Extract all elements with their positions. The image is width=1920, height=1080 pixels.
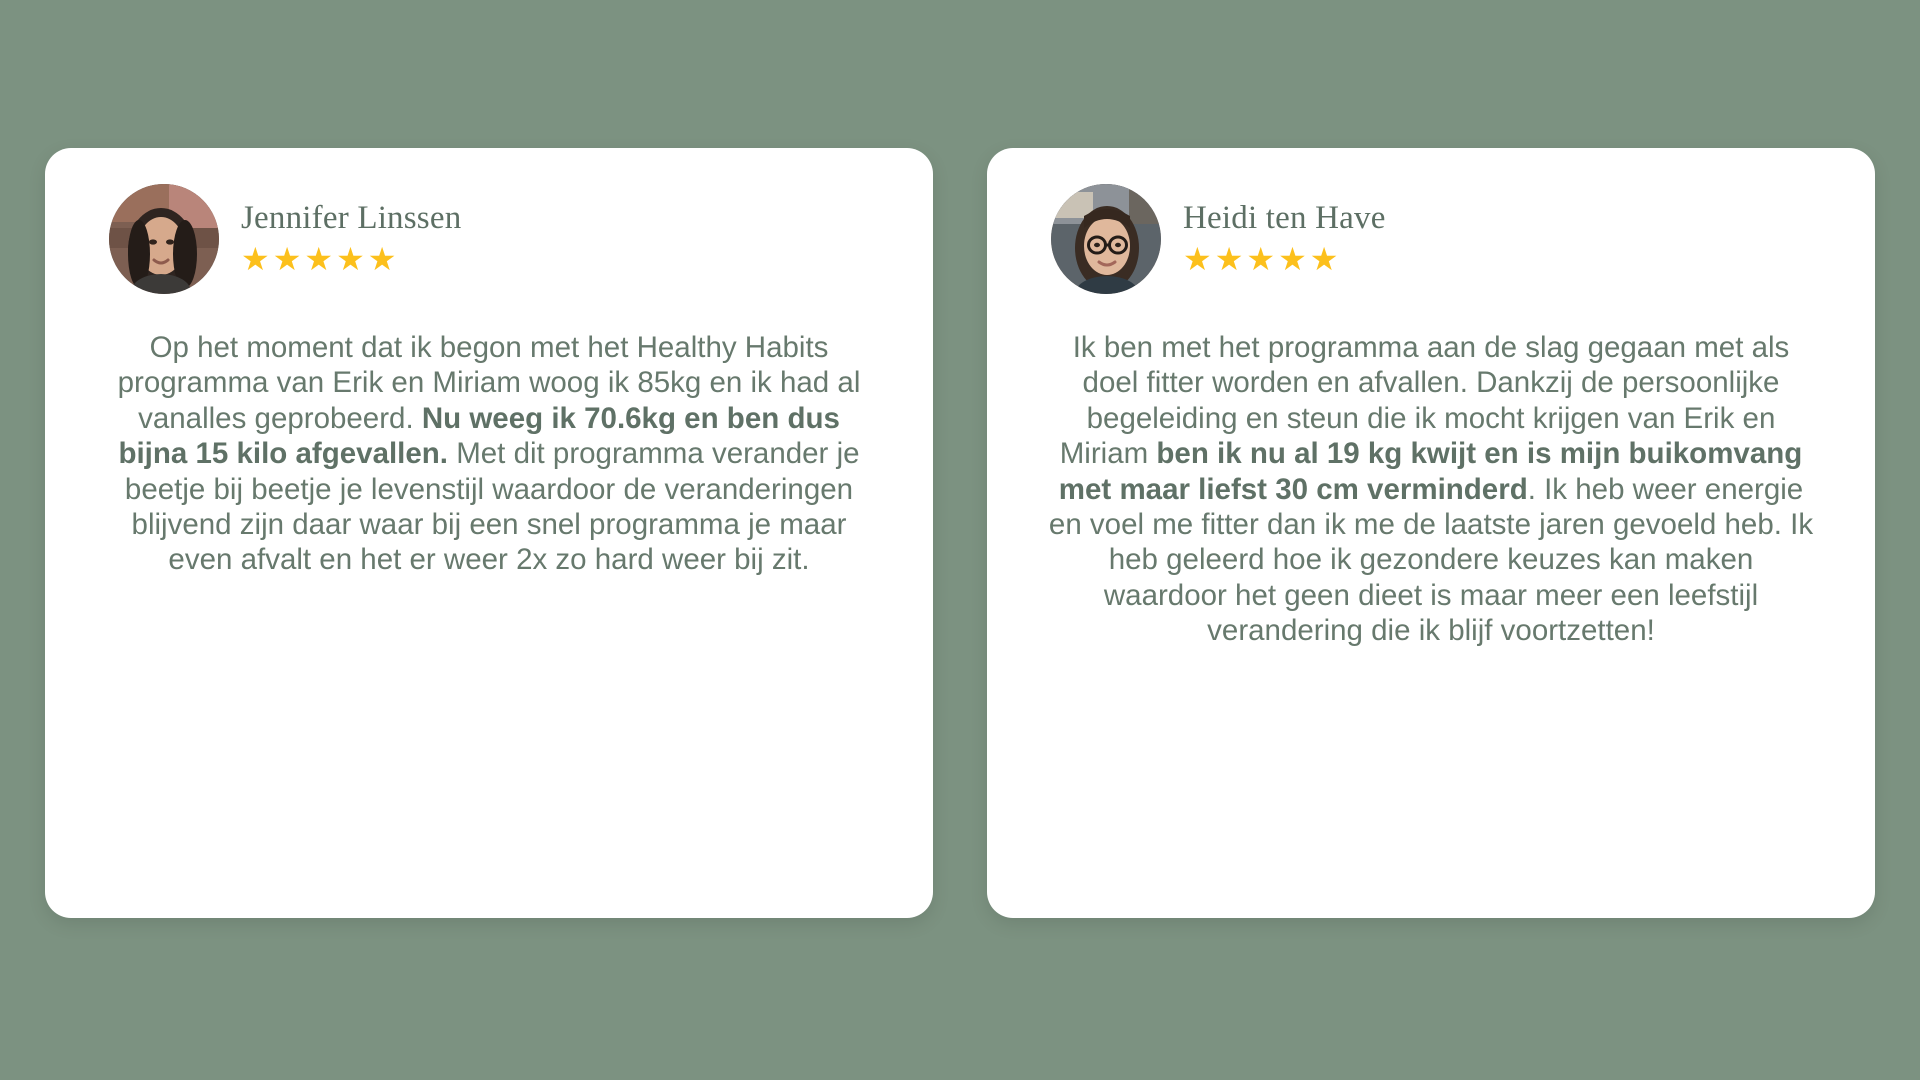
avatar — [109, 184, 219, 294]
review-card — [987, 148, 1875, 918]
review-header — [85, 184, 893, 294]
rating-stars: ★★★★★ — [241, 241, 400, 278]
avatar — [1051, 184, 1161, 294]
review-text: Ik ben met het programma aan de slag gegaan met als doel fitter worden en afvallen. Dankzij de persoonlijke begeleiding en steun die ik mocht krijgen van Erik en Miriam ben ik nu al 19 kg kwijt en is mijn buikomvang met maar liefst 30 cm verminderd. Ik heb weer energie en voel me fitter dan ik me de laatste jaren gevoeld heb. Ik heb geleerd hoe ik gezondere keuzes kan maken waardoor het geen dieet is maar meer een leefstijl verandering die ik blijf voortzetten! — [1048, 331, 1814, 648]
review-card — [45, 148, 933, 918]
rating-stars: ★★★★★ — [1183, 241, 1342, 278]
reviewer-identity — [241, 200, 461, 277]
reviewer-name: Jennifer Linssen — [241, 200, 462, 237]
review-header — [1027, 184, 1835, 294]
reviewer-identity — [1183, 200, 1386, 277]
reviewer-name: Heidi ten Have — [1183, 200, 1386, 237]
review-text: Op het moment dat ik begon met het Healthy Habits programma van Erik en Miriam woog ik 85kg en ik had al vanalles geprobeerd. Nu weeg ik 70.6kg en ben dus bijna 15 kilo afgevallen. Met dit programma verander je beetje bij beetje je levenstijl waardoor de veranderingen blijvend zijn daar waar bij een snel programma je maar even afvalt en het er weer 2x zo hard weer bij zit. — [117, 331, 861, 577]
avatar-photo-icon — [1051, 184, 1161, 294]
avatar-photo-icon — [109, 184, 219, 294]
